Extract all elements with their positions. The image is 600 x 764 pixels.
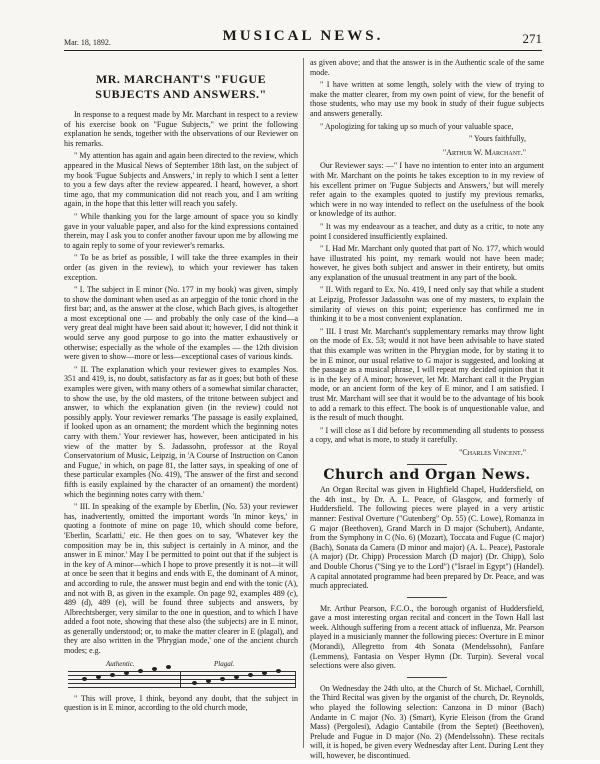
signature-salutation: " Yours faithfully, [469,134,526,144]
item-divider [407,597,447,598]
masthead-title: MUSICAL NEWS. [222,28,384,44]
news-item: On Wednesday the 24th ulto, at the Church of St. Michael, Cornhill, the Third Recital was given by the organist of the church, Dr. Reynolds, who played the following selection: Canzona in D minor (Bach) Andante in C major (No. 3) (Smart), Kyrie Eleison (from the Grand Mass) (Pergolesi), Adagio Cantabile (from the Septet) (Beethoven), Prelude and Fugue in D major (No. 2) (Mendelssohn). These recitals will, it is hoped, be given every Wednesday after Lent. During Lent they will, however, be discontinued. [310,683,544,760]
page-header [64,28,542,50]
article-paragraph: " II. The explanation which your reviewer gives to examples Nos. 351 and 419, is, no doubt, satisfactory as far as it goes; but both of these examples were given, with many others of a somewhat similar character, to show the use, by the old masters, of the tritone between subject and answer, to which the explanation given (in the review) could not possibly apply. Your reviewer remarks 'The passage is easily explained, if looked upon as an ornament; the mordent which the beginning notes carry with them.' Your reviewer has, however, been anticipated in his view of the matter by S. Jadassohn, professor at the Royal Conservatorium of Music, Leipzig, in 'A Course of Instruction on Canon and Fugue,' in which, on page 81, the latter says, in speaking of one of these particular examples (No. 419), 'The answer of the first and second fifth is easily explained by the character of an ornament) the mordent) which the beginning notes carry with them.' [64,364,298,499]
music-staff [68,671,296,687]
reviewer-paragraph: Our Reviewer says: —" I have no intention to enter into an argument with Mr. Marchant on the points he takes exception to in my review of his excellent primer on 'Fugue Subjects and Answers,' but will merely refer again to the examples quoted to justify my previous remarks, which were in no way intended to reflect on the usefulness of the book or knowledge of its author. [310,161,544,219]
reviewer-paragraph: " III. I trust Mr. Marchant's supplementary remarks may throw light on the mode of Ex. 53; would it not have been advisable to have stated that this example was written in the Phrygian mode, for by stating it to be in E minor, our usual relative to G major is suggested, and looking at the passage as a musical phrase, I will repeat my decided opinion that it is in the key of A minor; however, let Mr. Marchant call it the Prygian mode, or an ancient form of the key of E minor, and I am satisfied. I trust Mr. Marchant will see that it would be to the advantage of his book to add a remark to this effect. The book is of unquestionable value, and is the result of much thought. [310,326,544,423]
left-column [64,58,298,716]
article-paragraph: " I. The subject in E minor (No. 177 in my book) was given, simply to show the dominant when used as an arpeggio of the tonic chord in the first bar; and, as the answer at the close, which Bach gives, is altogether a most exceptional one — and probably the only case of the kind—a very great deal might have been said about it; however, I did not think it would serve any good purpose to go into the matter exhaustively or otherwise; especially as the whole of the examples — the 12th division were given to show—more or less—exceptional cases of various kinds. [64,285,298,362]
right-column [310,58,544,764]
music-example [64,660,298,690]
article-paragraph: " While thanking you for the large amount of space you so kindly gave in your valuable paper, and also for the kind expressions contained therein, may I ask you to confer another favour upon me by allowing me to again reply to some of your reviewer's remarks. [64,211,298,250]
article-paragraph: " I have written at some length, solely with the view of trying to make the matter clearer, from my own point of view, for the benefit of those students, who may use my book in study of their fugue subjects and answers generally. [310,80,544,118]
reviewer-paragraph: " It was my endeavour as a teacher, and duty as a critic, to note any point I considered insufficiently explained. [310,221,544,241]
article-paragraph-closing: " This will prove, I think, beyond any doubt, that the subject in question is in E minor, according to the old church mode, [64,693,298,713]
page-number: 271 [522,31,542,46]
article-paragraph: " My attention has again and again been directed to the review, which appeared in the Musical News of September 18th last, on the subject of my book 'Fugue Subjects and Answers,' in reply to which I sent a letter to you a few days after the review appeared. I heard, however, a short time ago, that my communication did not reach you, and I am writing again, in the hope that this letter will reach you safely. [64,151,298,209]
article-paragraph: " Apologizing for taking up so much of your valuable space, [320,121,514,131]
article-paragraph: In response to a request made by Mr. Marchant in respect to a review of his exercise book on "Fugue Subjects," we print the following explanation he sends, together with the observations of our Reviewer on his remarks. [64,110,298,148]
header-rule [64,50,542,51]
header-date: Mar. 18, 1892. [64,38,111,47]
signature-vincent: "Charles Vincent." [459,447,526,457]
news-item: Mr. Arthur Pearson, F.C.O., the borough organist of Huddersfield, gave a most interesting organ recital and concert in the Town Hall last week. Although suffering from a recent attack of influenza, Mr. Pearson played in a musicianly manner the following pieces: Overture in E minor (Morandi), Allegretto from 4th Sonata (Mendelssohn), Fanfare (Lemmens), Fantasia on Vesper Hymn (Dr. Turpin). Several vocal selections were also given. [310,603,544,671]
column-divider [303,58,304,748]
music-label-plagal: Plagal. [214,659,235,668]
signature-marchant: "Arthur W. Marchant." [442,147,526,157]
reviewer-paragraph: " I. Had Mr. Marchant only quoted that part of No. 177, which would have illustrated his point, my remark would not have been made; however, he gives both subject and answer in their entirety, but omits any explanation of the unusual treatment in any part of the book. [310,244,544,282]
reviewer-paragraph: " II. With regard to Ex. No. 419, I need only say that while a student at Leipzig, Professor Jadassohn was one of my masters, to explain the similarity of views on this point; experience has confirmed me in thinking it to be a most convenient explanation. [310,285,544,324]
reviewer-paragraph: " I will close as I did before by recommending all students to possess a copy, and what is more, to study it carefully. [310,425,544,445]
section-title: Church and Organ News. [323,466,531,483]
section-divider [407,464,447,465]
article-title: MR. MARCHANT'S "FUGUE SUBJECTS AND ANSWERS." [95,72,267,101]
music-label-authentic: Authentic. [106,659,135,668]
article-paragraph: as given above; and that the answer is in the Authentic scale of the same mode. [310,58,544,77]
item-divider [407,677,447,678]
article-paragraph: " To be as brief as possible, I will take the three examples in their order (as given in the review), to which your reviewer has taken exception. [64,253,298,282]
article-paragraph: " III. In speaking of the example by Eberlin, (No. 53) your reviewer has, inadvertently, omitted the important words 'In minor keys,' in quoting a footnote of mine on page 10, which should come before, 'Eberlin, Scarlatti,' etc. He then goes on to say, 'Whatever key the composition may be in, this subject is certainly in A minor, and the answer in E minor.' May I be permitted to point out that if the subject is in the key of A minor—which I hope to prove presently it is not—it will at once be seen that it begins and ends with E, the dominant of A minor, and according to rule, the answer must begin and end with the tonic (A), and not with B, as given in the example. On page 92, examples 489 (c), 489 (d), 489 (e), will be found three subjects and answers, by Albrechtsberger, very similar to the one in question, and to which I have added a foot note, showing that these also (the subjects) are in E minor, as generally understood; or, to make the matter clearer in E (plagal), and they are also written in the 'Phrygian mode,' one of the ancient church modes; e.g. [64,502,298,656]
news-item: An Organ Recital was given in Highfield Chapel, Huddersfield, on the 4th inst., by Dr. A. L. Peace, of Glasgow, and formerly of Huddersfield. The following pieces were played in a very artistic manner: Festival Overture ("Gutenberg" Op. 55) (C. Lowe), Romanza in G major (Beethoven), Grand March in D major (Schubert), Andante, from the Symphony in C (No. 6) (Mozart), Toccata and Fugue (C major) (Bach), Sonata da Camera (D minor and major) (A. L. Peace), Pastorale (A major) (Dr. Chipp) Procession March (D major) (Dr. Chipp), Solo and Double Chorus ("Sing ye to the Lord") ("Israel in Egypt") (Handel). A capital annotated programme had been prepared by Dr. Peace, and was much appreciated. [310,485,544,591]
